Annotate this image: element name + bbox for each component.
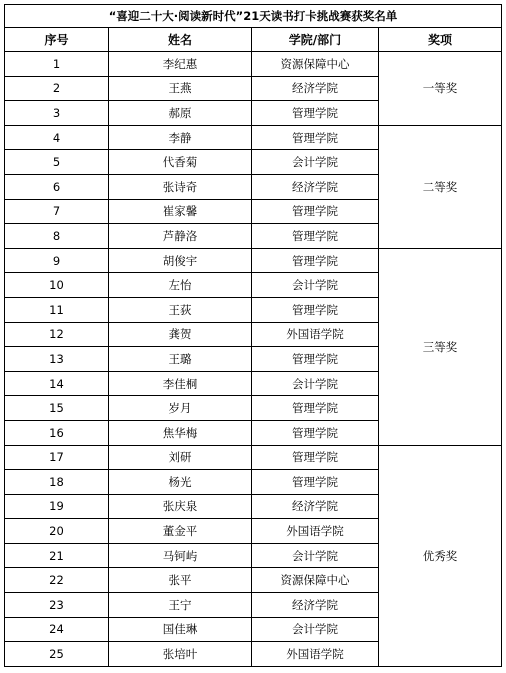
row-number-cell: 23: [5, 593, 109, 618]
row-number-cell: 25: [5, 642, 109, 667]
row-number-cell: 21: [5, 543, 109, 568]
header-award: 奖项: [379, 28, 502, 52]
row-name-cell: 王燕: [109, 76, 252, 101]
row-number-cell: 3: [5, 101, 109, 126]
header-department: 学院/部门: [252, 28, 379, 52]
row-department-cell: 资源保障中心: [252, 52, 379, 77]
header-row: [5, 28, 502, 52]
row-department-cell: 管理学院: [252, 470, 379, 495]
row-name-cell: 刘研: [109, 445, 252, 470]
row-number-cell: 2: [5, 76, 109, 101]
row-number-cell: 5: [5, 150, 109, 175]
row-name-cell: 李佳桐: [109, 371, 252, 396]
table-row: [5, 248, 502, 273]
row-name-cell: 崔家馨: [109, 199, 252, 224]
row-department-cell: 经济学院: [252, 76, 379, 101]
table-row: [5, 125, 502, 150]
table-title: “喜迎二十大·阅读新时代”21天读书打卡挑战赛获奖名单: [5, 5, 502, 28]
row-department-cell: 外国语学院: [252, 519, 379, 544]
row-number-cell: 22: [5, 568, 109, 593]
row-name-cell: 焦华梅: [109, 420, 252, 445]
row-department-cell: 会计学院: [252, 150, 379, 175]
row-number-cell: 12: [5, 322, 109, 347]
row-number-cell: 15: [5, 396, 109, 421]
row-name-cell: 王荻: [109, 297, 252, 322]
row-department-cell: 会计学院: [252, 543, 379, 568]
row-department-cell: 经济学院: [252, 494, 379, 519]
row-department-cell: 管理学院: [252, 125, 379, 150]
row-department-cell: 管理学院: [252, 248, 379, 273]
row-number-cell: 17: [5, 445, 109, 470]
row-name-cell: 张培叶: [109, 642, 252, 667]
row-department-cell: 管理学院: [252, 199, 379, 224]
row-name-cell: 代香菊: [109, 150, 252, 175]
table-row: [5, 52, 502, 77]
row-name-cell: 胡俊宇: [109, 248, 252, 273]
row-name-cell: 左怡: [109, 273, 252, 298]
row-name-cell: 郝原: [109, 101, 252, 126]
row-name-cell: 王宁: [109, 593, 252, 618]
row-department-cell: 经济学院: [252, 593, 379, 618]
row-name-cell: 岁月: [109, 396, 252, 421]
row-name-cell: 李纪惠: [109, 52, 252, 77]
row-department-cell: 外国语学院: [252, 322, 379, 347]
row-number-cell: 13: [5, 347, 109, 372]
row-department-cell: 管理学院: [252, 420, 379, 445]
row-name-cell: 龚贺: [109, 322, 252, 347]
row-department-cell: 会计学院: [252, 273, 379, 298]
row-number-cell: 8: [5, 224, 109, 249]
row-number-cell: 9: [5, 248, 109, 273]
row-number-cell: 19: [5, 494, 109, 519]
row-number-cell: 11: [5, 297, 109, 322]
award-group-cell: 三等奖: [379, 248, 502, 445]
row-name-cell: 杨光: [109, 470, 252, 495]
row-name-cell: 张平: [109, 568, 252, 593]
row-department-cell: 管理学院: [252, 445, 379, 470]
award-group-cell: 优秀奖: [379, 445, 502, 666]
row-number-cell: 14: [5, 371, 109, 396]
row-number-cell: 24: [5, 617, 109, 642]
row-name-cell: 李静: [109, 125, 252, 150]
row-department-cell: 会计学院: [252, 371, 379, 396]
row-department-cell: 经济学院: [252, 174, 379, 199]
row-department-cell: 外国语学院: [252, 642, 379, 667]
row-name-cell: 国佳琳: [109, 617, 252, 642]
row-number-cell: 6: [5, 174, 109, 199]
row-name-cell: 张庆泉: [109, 494, 252, 519]
row-number-cell: 4: [5, 125, 109, 150]
row-number-cell: 16: [5, 420, 109, 445]
row-name-cell: 马钶屿: [109, 543, 252, 568]
row-name-cell: 芦静洛: [109, 224, 252, 249]
row-number-cell: 20: [5, 519, 109, 544]
row-number-cell: 10: [5, 273, 109, 298]
row-name-cell: 董金平: [109, 519, 252, 544]
row-name-cell: 王璐: [109, 347, 252, 372]
row-department-cell: 管理学院: [252, 396, 379, 421]
row-department-cell: 会计学院: [252, 617, 379, 642]
row-number-cell: 18: [5, 470, 109, 495]
row-department-cell: 资源保障中心: [252, 568, 379, 593]
header-number: 序号: [5, 28, 109, 52]
award-list-table: [4, 4, 502, 667]
table-row: [5, 445, 502, 470]
award-group-cell: 二等奖: [379, 125, 502, 248]
header-name: 姓名: [109, 28, 252, 52]
row-department-cell: 管理学院: [252, 297, 379, 322]
row-department-cell: 管理学院: [252, 347, 379, 372]
row-department-cell: 管理学院: [252, 224, 379, 249]
award-group-cell: 一等奖: [379, 52, 502, 126]
row-number-cell: 1: [5, 52, 109, 77]
row-number-cell: 7: [5, 199, 109, 224]
row-department-cell: 管理学院: [252, 101, 379, 126]
row-name-cell: 张诗奇: [109, 174, 252, 199]
